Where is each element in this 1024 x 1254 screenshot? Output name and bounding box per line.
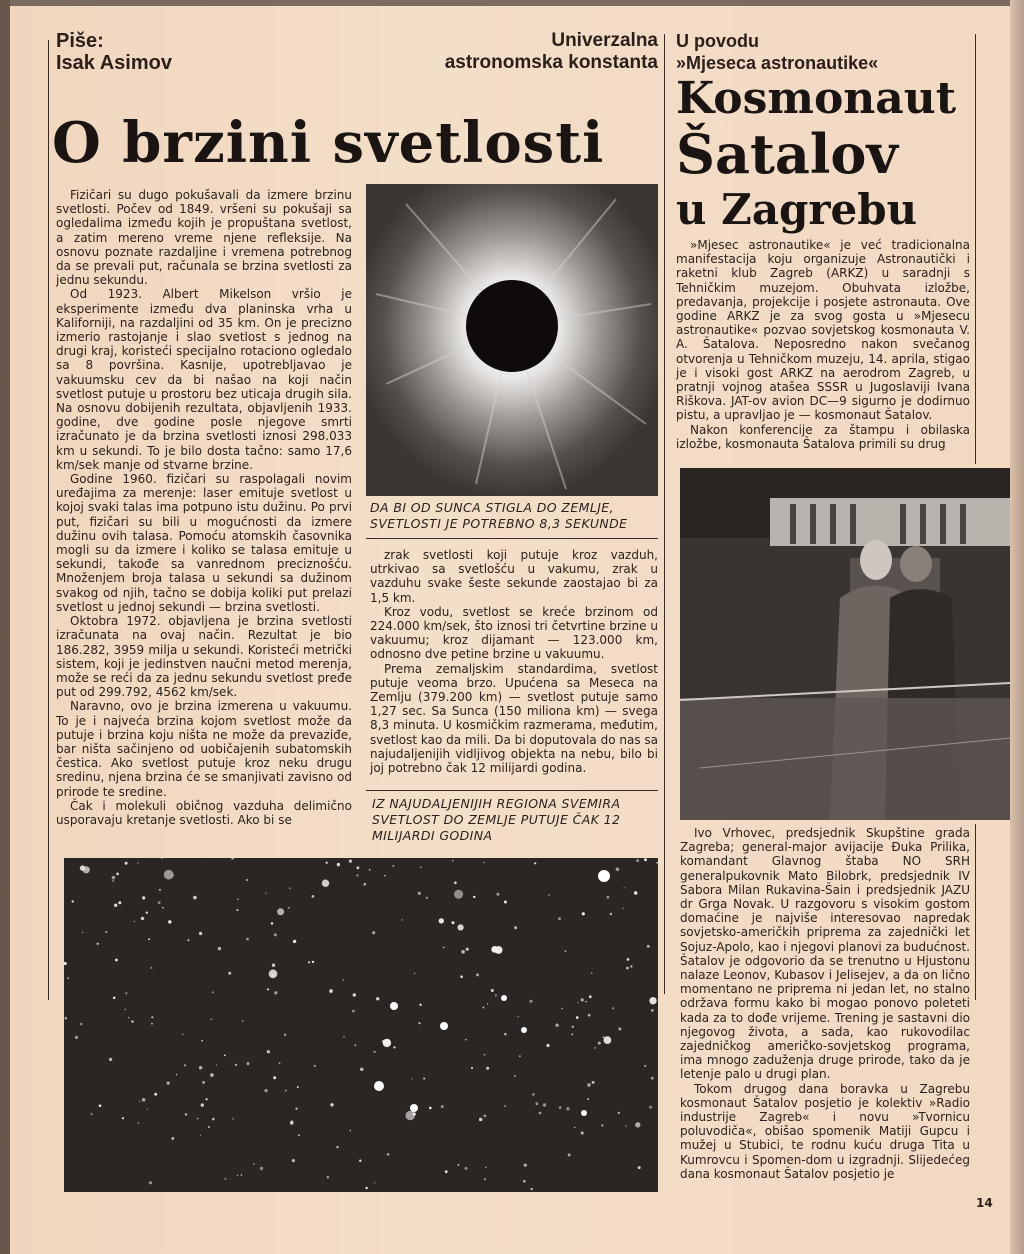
paragraph: Fizičari su dugo pokušavali da izmere brzinu svetlosti. Počev od 1849. vršeni su pokušaji sa ogledalima između kojih je propuštana svetlost, a zatim mereno vreme njene refleksije. Na osnovu poznate razdaljine i vremena potrebnog da se prevali put, računala se brzina svetlosti za jednu sekundu. xyxy=(56,188,352,288)
page-edge xyxy=(1010,0,1024,1254)
kicker-line-1: Univerzalna xyxy=(551,30,658,51)
right-headline xyxy=(676,73,976,234)
right-kicker-line-2: »Mjeseca astronautike« xyxy=(676,53,879,73)
star-field-photo xyxy=(64,858,658,1192)
kicker xyxy=(400,30,658,74)
paragraph: Kroz vodu, svetlost se kreće brzinom od 224.000 km/sek, što iznosi tri četvrtine brzine u vakuumu; kroz dijamant — 123.000 km, odnosno dve petine brzine u vakuumu. xyxy=(370,604,658,662)
paragraph: Nakon konferencije za štampu i obilaska izložbe, kosmonauta Šatalova primili su drug xyxy=(676,422,970,451)
right-headline-line-1: Kosmonaut xyxy=(676,73,957,124)
paragraph: Oktobra 1972. objavljena je brzina svetlosti izračunata na ovaj način. Rezultat je bio 186.282, 3959 milja u sekundi. Koristeći metrički sistem, koji je jedinstven naučni metod merenja, može se reći da za jednu sekundu svetlost pređe put od 299.792, 4562 km/sek. xyxy=(56,614,352,700)
right-headline-line-2: Šatalov xyxy=(676,122,898,186)
article-column-2 xyxy=(370,548,658,775)
cosmonaut-image xyxy=(680,468,1010,820)
rule-col-divider xyxy=(664,34,665,994)
kicker-line-2: astronomska konstanta xyxy=(444,52,658,73)
article-column-3-top xyxy=(676,238,970,451)
paragraph: Godine 1960. fizičari su raspolagali novim uređajima za merenje: laser emituje svetlost u kojoj svaki talas ima potpuno istu dužinu. Po prvi put, fizičari su bili u mogućnosti da izmere dužinu ovih talasa. Pomoću atomskih časovnika mogli su da izmere i koliko se talasa emituje u sekundi, takođe sa vanrednom preciznošću. Množenjem broja talasa u sekundi sa dužinom svakog od njih, tačno se dobija koliki put prelazi svetlost u jednoj sekundi — brzina svetlosti. xyxy=(56,472,352,614)
rule-left xyxy=(48,40,49,1000)
paragraph: zrak svetlosti koji putuje kroz vazduh, utrkivao sa svetlošću u vakumu, zrak u vazduhu svake šeste sekunde zaostajao bi za 1,5 km. xyxy=(370,548,658,605)
paragraph: Čak i molekuli običnog vazduha delimično usporavaju kretanje svetlosti. Ako bi se xyxy=(56,798,352,827)
star-field-image xyxy=(64,858,658,1192)
right-kicker-line-1: U povodu xyxy=(676,31,759,51)
rule-col2-bottom xyxy=(366,790,658,791)
byline-label: Piše: xyxy=(56,30,104,52)
paragraph: Tokom drugog dana boravka u Zagrebu kosmonaut Šatalov posjetio je kolektiv »Radio industrije Zagreb« i novu »Tvornicu poluvodiča«, obišao spomenik Matiji Gupcu i mužej u Stubici, te rodnu kuću druga Tita u Kumrovcu i Spomen-dom u izgradnji. Slijedećeg dana kosmonaut Šatalov posjetio je xyxy=(680,1081,970,1181)
article-column-3-bottom xyxy=(680,826,970,1181)
solar-eclipse-photo xyxy=(366,184,658,496)
paragraph: Naravno, ovo je brzina izmerena u vakuumu. To je i najveća brzina kojom svetlost može da putuje i brzina koju ništa ne može da prevaziđe, bar ništa sačinjeno od uobičajenih subatomskih čestica. Ako svetlost putuje kroz neku drugu sredinu, njena brzina će se smanjivati zavisno od prirode te sredine. xyxy=(56,699,352,799)
top-edge xyxy=(0,0,1024,6)
right-kicker xyxy=(676,30,976,74)
paragraph: »Mjesec astronautike« je već tradicionalna manifestacija koju organizuje Astronautički i raketni klub Zagreb (ARKZ) u saradnji s Tehničkim muzejom. Obuhvata izložbe, predavanja, projekcije i posjete astronauta. Ove godine ARKZ je za svog gosta u »Mjesecu astronautike« pozvao sovjetskog kosmonauta V. A. Šatalova. Neposredno nakon svečanog otvorenja u Tehničkom muzeju, 14. aprila, stigao je i visoki gost ARKZ na aerodrom Zagreb, u pratnji vojnog atašea SSSR u Jugoslaviji Ivana Riškova. JAT-ov avion DC—9 sigurno je dodirnuo pistu, a upravljao je — kosmonaut Šatalov. xyxy=(676,238,970,423)
rule-caption-bottom xyxy=(366,538,658,539)
cosmonaut-visit-photo xyxy=(680,468,1010,820)
photo-caption-eclipse: DA BI OD SUNCA STIGLA DO ZEMLJE, SVETLOSTI JE POTREBNO 8,3 SEKUNDE xyxy=(370,500,628,531)
page-number: 14 xyxy=(976,1196,993,1210)
paragraph: Prema zemaljskim standardima, svetlost putuje veoma brzo. Upućena sa Meseca na Zemlju (379.200 km) — svetlost putuje samo 1,27 sec. Sa Sunca (150 miliona km) — svega 8,3 minuta. U kosmičkim razmerama, međutim, svetlost kao da mili. Da bi doputovala do nas sa najudaljenijih vidljivog objekta na nebu, bilo bi joj potrebno čak 12 milijardi godina. xyxy=(370,661,659,776)
photo-caption-galaxy: IZ NAJUDALJENIJIH REGIONA SVEMIRA SVETLOST DO ZEMLJE PUTUJE ČAK 12 MILIJARDI GODINA xyxy=(372,796,621,843)
right-headline-line-3: u Zagrebu xyxy=(676,185,918,234)
eclipse-image xyxy=(366,184,658,496)
headline: O brzini svetlosti xyxy=(52,110,605,176)
binding-edge xyxy=(0,0,10,1254)
byline xyxy=(56,30,172,74)
paragraph: Od 1923. Albert Mikelson vršio je eksperimente između dva planinska vrha u Kaliforniji, na razdaljini od 35 km. On je precizno izmerio rastojanje i slao svetlost s jednog na drugi kraj, koristeći specijalno rotaciono ogledalo sa 8 površina. Kasnije, upotrebljavao je vakuumsku cev da bi našao na koji način svetlost putuje u prostoru bez uticaja drugih sila. Na osnovu dobijenih rezultata, objavljenih 1933. godine, dve godine posle njegove smrti izračunato je da brzina svetlosti iznosi 298.033 km u sekundi. To je bilo dosta tačno: samo 17,6 km/sek manje od stvarne brzine. xyxy=(56,287,352,472)
byline-author: Isak Asimov xyxy=(56,52,172,74)
paragraph: Ivo Vrhovec, predsjednik Skupštine grada Zagreba; general-major avijacije Đuka Prilika, komandant Glavnog štaba NO SRH generalpukovnik Mato Bilobrk, predsjednik IV Sabora Milan Rukavina-Šain i predsjednik JAZU dr Grga Novak. U razgovoru s visokim gostom domaćine je najviše interesovao napredak sovjetsko-američkih priprema za zajednički let Sojuz-Apolo, kao i njegovi planovi za budućnost. Šatalov je odgovorio da se trenutno u Hjustonu nalaze Leonov, Kubasov i Jelisejev, a da on lično momentano ne priprema ni jedan let, no stalno održava formu kako bi mogao ponovo poleteti kada za to dođe vrijeme. Trening je sastavni dio njegovog života, a sada, kao rukovodilac zajedničkog američko-sovjetskog programa, ima mnogo zaduženja druge prirode, tako da je letenje palo u drugi plan. xyxy=(680,826,970,1082)
rule-right-lower xyxy=(975,824,976,1000)
article-column-1 xyxy=(56,188,352,827)
